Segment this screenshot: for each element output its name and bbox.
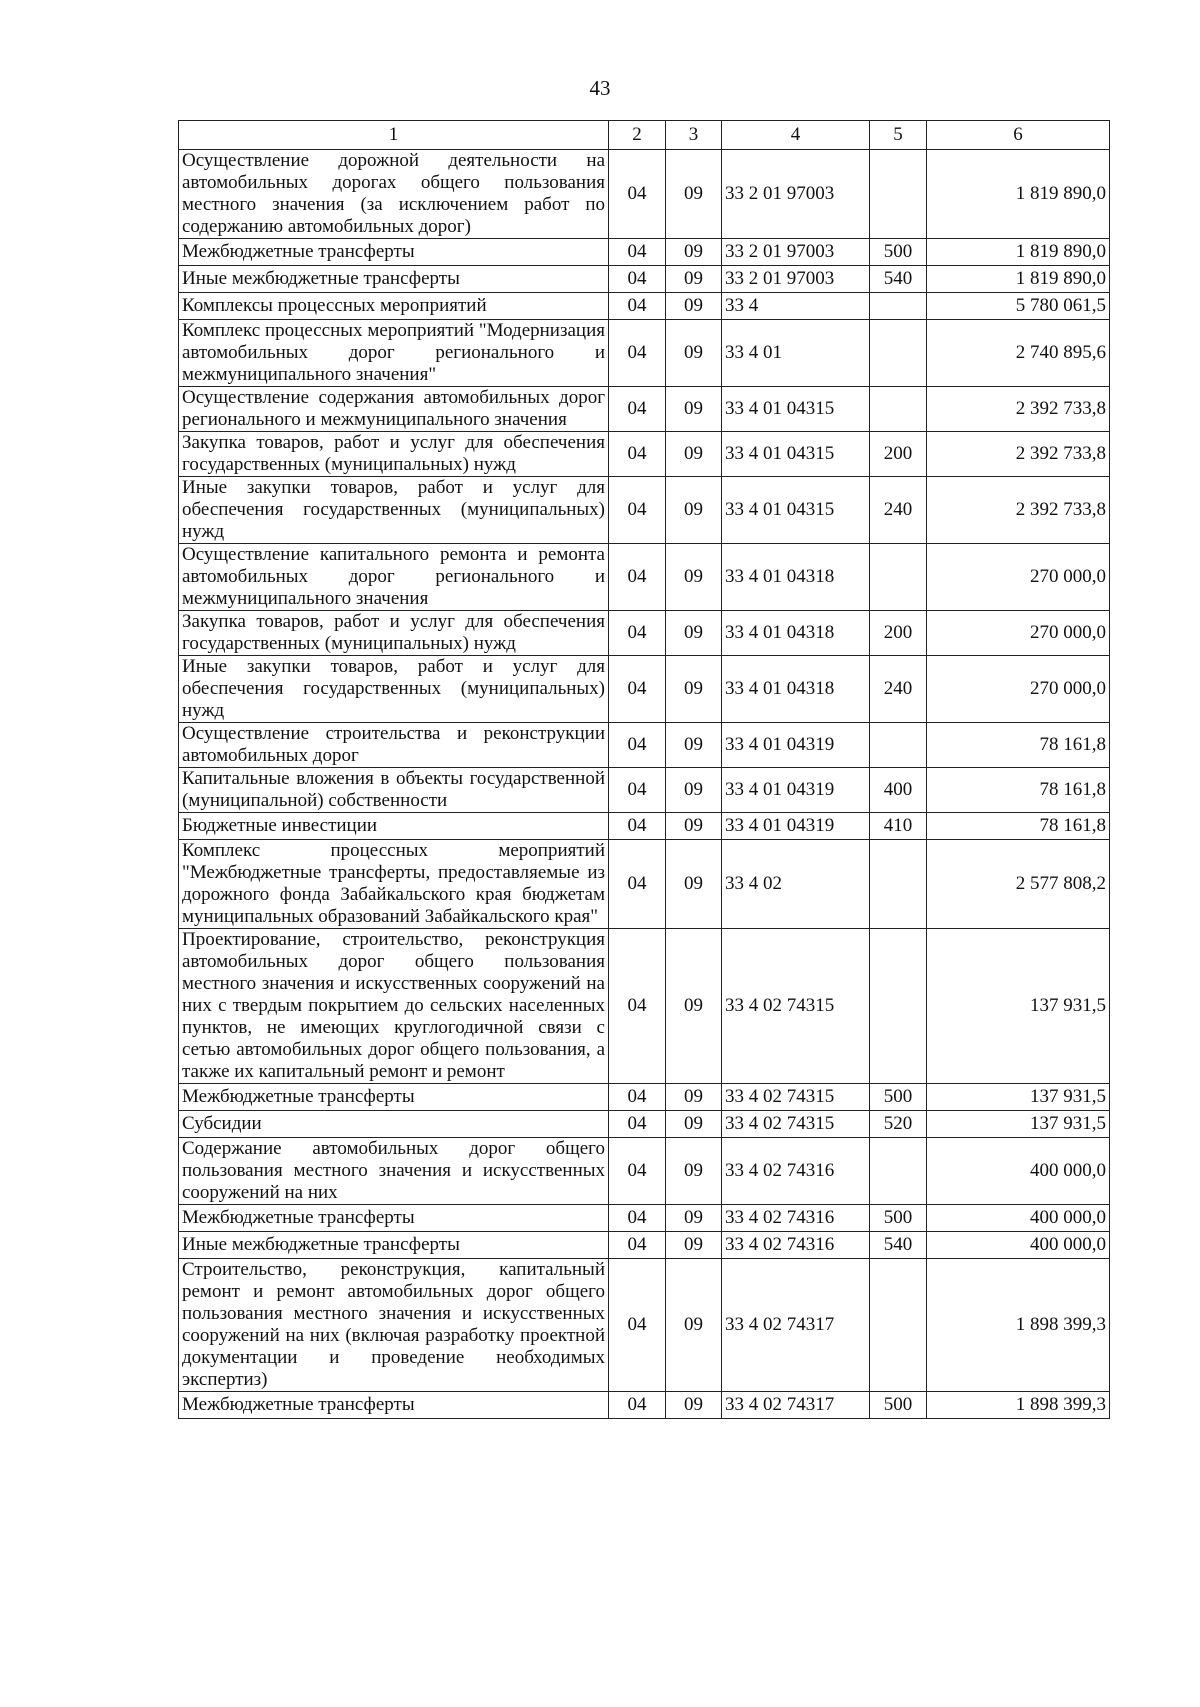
cell-expense-type	[870, 1259, 927, 1392]
cell-expense-type	[870, 387, 927, 432]
cell-name: Иные межбюджетные трансферты	[179, 1232, 609, 1259]
cell-subsection: 09	[666, 723, 722, 768]
cell-subsection: 09	[666, 611, 722, 656]
cell-amount: 270 000,0	[927, 544, 1110, 611]
cell-expense-type: 500	[870, 1084, 927, 1111]
cell-amount: 137 931,5	[927, 1111, 1110, 1138]
cell-amount: 400 000,0	[927, 1138, 1110, 1205]
cell-subsection: 09	[666, 840, 722, 929]
cell-amount: 137 931,5	[927, 929, 1110, 1084]
table-row	[179, 387, 1110, 432]
cell-expense-type	[870, 293, 927, 320]
cell-name: Иные закупки товаров, работ и услуг для обеспечения государственных (муниципальных) нужд	[179, 656, 609, 723]
cell-amount: 5 780 061,5	[927, 293, 1110, 320]
cell-subsection: 09	[666, 293, 722, 320]
table-row	[179, 477, 1110, 544]
cell-subsection: 09	[666, 656, 722, 723]
cell-amount: 1 898 399,3	[927, 1392, 1110, 1419]
cell-amount: 137 931,5	[927, 1084, 1110, 1111]
cell-amount: 400 000,0	[927, 1232, 1110, 1259]
cell-name: Закупка товаров, работ и услуг для обеспечения государственных (муниципальных) нужд	[179, 432, 609, 477]
cell-expense-type: 540	[870, 266, 927, 293]
cell-subsection: 09	[666, 239, 722, 266]
cell-subsection: 09	[666, 150, 722, 239]
cell-subsection: 09	[666, 929, 722, 1084]
cell-target-article: 33 4 01 04318	[722, 544, 870, 611]
cell-amount: 1 819 890,0	[927, 150, 1110, 239]
cell-name: Осуществление дорожной деятельности на автомобильных дорогах общего пользования местного значения (за исключением работ по содержанию автомобильных дорог)	[179, 150, 609, 239]
header-col-6: 6	[927, 121, 1110, 150]
table-row	[179, 723, 1110, 768]
cell-section: 04	[609, 1084, 666, 1111]
cell-expense-type: 200	[870, 611, 927, 656]
header-col-5: 5	[870, 121, 927, 150]
cell-name: Межбюджетные трансферты	[179, 1392, 609, 1419]
cell-expense-type: 500	[870, 1392, 927, 1419]
cell-amount: 1 819 890,0	[927, 266, 1110, 293]
cell-target-article: 33 4 01 04319	[722, 723, 870, 768]
table-row	[179, 840, 1110, 929]
cell-target-article: 33 4 02 74316	[722, 1232, 870, 1259]
cell-expense-type	[870, 544, 927, 611]
cell-name: Комплекс процессных мероприятий "Модернизация автомобильных дорог регионального и межмуниципального значения"	[179, 320, 609, 387]
table-row	[179, 611, 1110, 656]
cell-subsection: 09	[666, 387, 722, 432]
cell-name: Строительство, реконструкция, капитальный ремонт и ремонт автомобильных дорог общего пользования местного значения и искусственных сооружений на них (включая разработку проектной документации и проведение необходимых экспертиз)	[179, 1259, 609, 1392]
cell-expense-type	[870, 150, 927, 239]
table-row	[179, 1392, 1110, 1419]
cell-section: 04	[609, 266, 666, 293]
cell-expense-type: 520	[870, 1111, 927, 1138]
cell-name: Закупка товаров, работ и услуг для обеспечения государственных (муниципальных) нужд	[179, 611, 609, 656]
cell-name: Межбюджетные трансферты	[179, 239, 609, 266]
cell-name: Комплексы процессных мероприятий	[179, 293, 609, 320]
cell-target-article: 33 2 01 97003	[722, 150, 870, 239]
table-row	[179, 1084, 1110, 1111]
cell-amount: 270 000,0	[927, 611, 1110, 656]
cell-name: Субсидии	[179, 1111, 609, 1138]
cell-section: 04	[609, 432, 666, 477]
cell-amount: 400 000,0	[927, 1205, 1110, 1232]
cell-subsection: 09	[666, 813, 722, 840]
table-row	[179, 1205, 1110, 1232]
cell-section: 04	[609, 1259, 666, 1392]
table-row	[179, 813, 1110, 840]
cell-subsection: 09	[666, 1084, 722, 1111]
cell-amount: 2 392 733,8	[927, 477, 1110, 544]
cell-subsection: 09	[666, 1392, 722, 1419]
cell-section: 04	[609, 1138, 666, 1205]
cell-expense-type	[870, 840, 927, 929]
header-col-3: 3	[666, 121, 722, 150]
cell-section: 04	[609, 768, 666, 813]
cell-section: 04	[609, 840, 666, 929]
budget-table	[178, 120, 1110, 1419]
cell-section: 04	[609, 1232, 666, 1259]
table-row	[179, 929, 1110, 1084]
cell-target-article: 33 4 02	[722, 840, 870, 929]
cell-amount: 2 577 808,2	[927, 840, 1110, 929]
cell-section: 04	[609, 293, 666, 320]
cell-subsection: 09	[666, 1232, 722, 1259]
cell-expense-type: 410	[870, 813, 927, 840]
cell-target-article: 33 4 01 04315	[722, 387, 870, 432]
header-col-4: 4	[722, 121, 870, 150]
table-row	[179, 239, 1110, 266]
cell-subsection: 09	[666, 1259, 722, 1392]
cell-target-article: 33 4 01 04319	[722, 813, 870, 840]
cell-name: Иные межбюджетные трансферты	[179, 266, 609, 293]
table-row	[179, 1259, 1110, 1392]
cell-expense-type	[870, 929, 927, 1084]
table-row	[179, 544, 1110, 611]
cell-expense-type: 540	[870, 1232, 927, 1259]
cell-target-article: 33 4 02 74316	[722, 1138, 870, 1205]
cell-section: 04	[609, 239, 666, 266]
cell-expense-type: 500	[870, 239, 927, 266]
table-body	[179, 150, 1110, 1419]
cell-subsection: 09	[666, 1138, 722, 1205]
cell-amount: 1 898 399,3	[927, 1259, 1110, 1392]
cell-target-article: 33 4 01	[722, 320, 870, 387]
cell-section: 04	[609, 477, 666, 544]
cell-target-article: 33 4 01 04315	[722, 477, 870, 544]
cell-section: 04	[609, 1205, 666, 1232]
cell-amount: 270 000,0	[927, 656, 1110, 723]
cell-amount: 2 392 733,8	[927, 387, 1110, 432]
cell-expense-type: 240	[870, 477, 927, 544]
cell-amount: 2 392 733,8	[927, 432, 1110, 477]
cell-name: Осуществление капитального ремонта и ремонта автомобильных дорог регионального и межмуниципального значения	[179, 544, 609, 611]
cell-amount: 78 161,8	[927, 813, 1110, 840]
table-row	[179, 656, 1110, 723]
cell-target-article: 33 4 02 74315	[722, 1111, 870, 1138]
cell-target-article: 33 4 01 04315	[722, 432, 870, 477]
cell-target-article: 33 4 02 74317	[722, 1259, 870, 1392]
cell-expense-type	[870, 723, 927, 768]
cell-expense-type: 400	[870, 768, 927, 813]
cell-name: Бюджетные инвестиции	[179, 813, 609, 840]
cell-section: 04	[609, 1111, 666, 1138]
table-row	[179, 293, 1110, 320]
cell-target-article: 33 4 01 04318	[722, 611, 870, 656]
cell-section: 04	[609, 929, 666, 1084]
cell-amount: 1 819 890,0	[927, 239, 1110, 266]
header-col-1: 1	[179, 121, 609, 150]
cell-section: 04	[609, 723, 666, 768]
cell-subsection: 09	[666, 544, 722, 611]
cell-section: 04	[609, 387, 666, 432]
page-number: 43	[589, 76, 611, 100]
table-row	[179, 432, 1110, 477]
table-row	[179, 266, 1110, 293]
table-row	[179, 150, 1110, 239]
cell-expense-type: 500	[870, 1205, 927, 1232]
cell-section: 04	[609, 611, 666, 656]
table-row	[179, 768, 1110, 813]
cell-target-article: 33 2 01 97003	[722, 266, 870, 293]
cell-name: Межбюджетные трансферты	[179, 1084, 609, 1111]
cell-target-article: 33 4	[722, 293, 870, 320]
cell-name: Комплекс процессных мероприятий "Межбюджетные трансферты, предоставляемые из дорожного фонда Забайкальского края бюджетам муниципальных образований Забайкальского края"	[179, 840, 609, 929]
cell-target-article: 33 4 01 04319	[722, 768, 870, 813]
cell-expense-type	[870, 1138, 927, 1205]
cell-target-article: 33 4 02 74317	[722, 1392, 870, 1419]
cell-name: Осуществление строительства и реконструкции автомобильных дорог	[179, 723, 609, 768]
cell-expense-type	[870, 320, 927, 387]
table-row	[179, 1111, 1110, 1138]
cell-section: 04	[609, 656, 666, 723]
table-row	[179, 320, 1110, 387]
cell-subsection: 09	[666, 432, 722, 477]
cell-section: 04	[609, 1392, 666, 1419]
cell-expense-type: 200	[870, 432, 927, 477]
cell-target-article: 33 2 01 97003	[722, 239, 870, 266]
cell-section: 04	[609, 150, 666, 239]
cell-target-article: 33 4 02 74315	[722, 1084, 870, 1111]
cell-subsection: 09	[666, 266, 722, 293]
header-col-2: 2	[609, 121, 666, 150]
cell-name: Капитальные вложения в объекты государственной (муниципальной) собственности	[179, 768, 609, 813]
cell-name: Иные закупки товаров, работ и услуг для обеспечения государственных (муниципальных) нужд	[179, 477, 609, 544]
table-row	[179, 1232, 1110, 1259]
cell-expense-type: 240	[870, 656, 927, 723]
cell-amount: 78 161,8	[927, 768, 1110, 813]
cell-subsection: 09	[666, 1111, 722, 1138]
cell-name: Осуществление содержания автомобильных дорог регионального и межмуниципального значения	[179, 387, 609, 432]
cell-section: 04	[609, 813, 666, 840]
cell-name: Содержание автомобильных дорог общего пользования местного значения и искусственных сооружений на них	[179, 1138, 609, 1205]
cell-name: Межбюджетные трансферты	[179, 1205, 609, 1232]
cell-target-article: 33 4 02 74316	[722, 1205, 870, 1232]
cell-section: 04	[609, 320, 666, 387]
cell-subsection: 09	[666, 768, 722, 813]
cell-target-article: 33 4 01 04318	[722, 656, 870, 723]
cell-section: 04	[609, 544, 666, 611]
cell-subsection: 09	[666, 1205, 722, 1232]
cell-name: Проектирование, строительство, реконструкция автомобильных дорог общего пользования местного значения и искусственных сооружений на них с твердым покрытием до сельских населенных пунктов, не имеющих круглогодичной связи с сетью автомобильных дорог общего пользования, а также их капитальный ремонт и ремонт	[179, 929, 609, 1084]
header-row	[179, 121, 1110, 150]
table-row	[179, 1138, 1110, 1205]
cell-target-article: 33 4 02 74315	[722, 929, 870, 1084]
cell-amount: 2 740 895,6	[927, 320, 1110, 387]
cell-amount: 78 161,8	[927, 723, 1110, 768]
cell-subsection: 09	[666, 320, 722, 387]
cell-subsection: 09	[666, 477, 722, 544]
